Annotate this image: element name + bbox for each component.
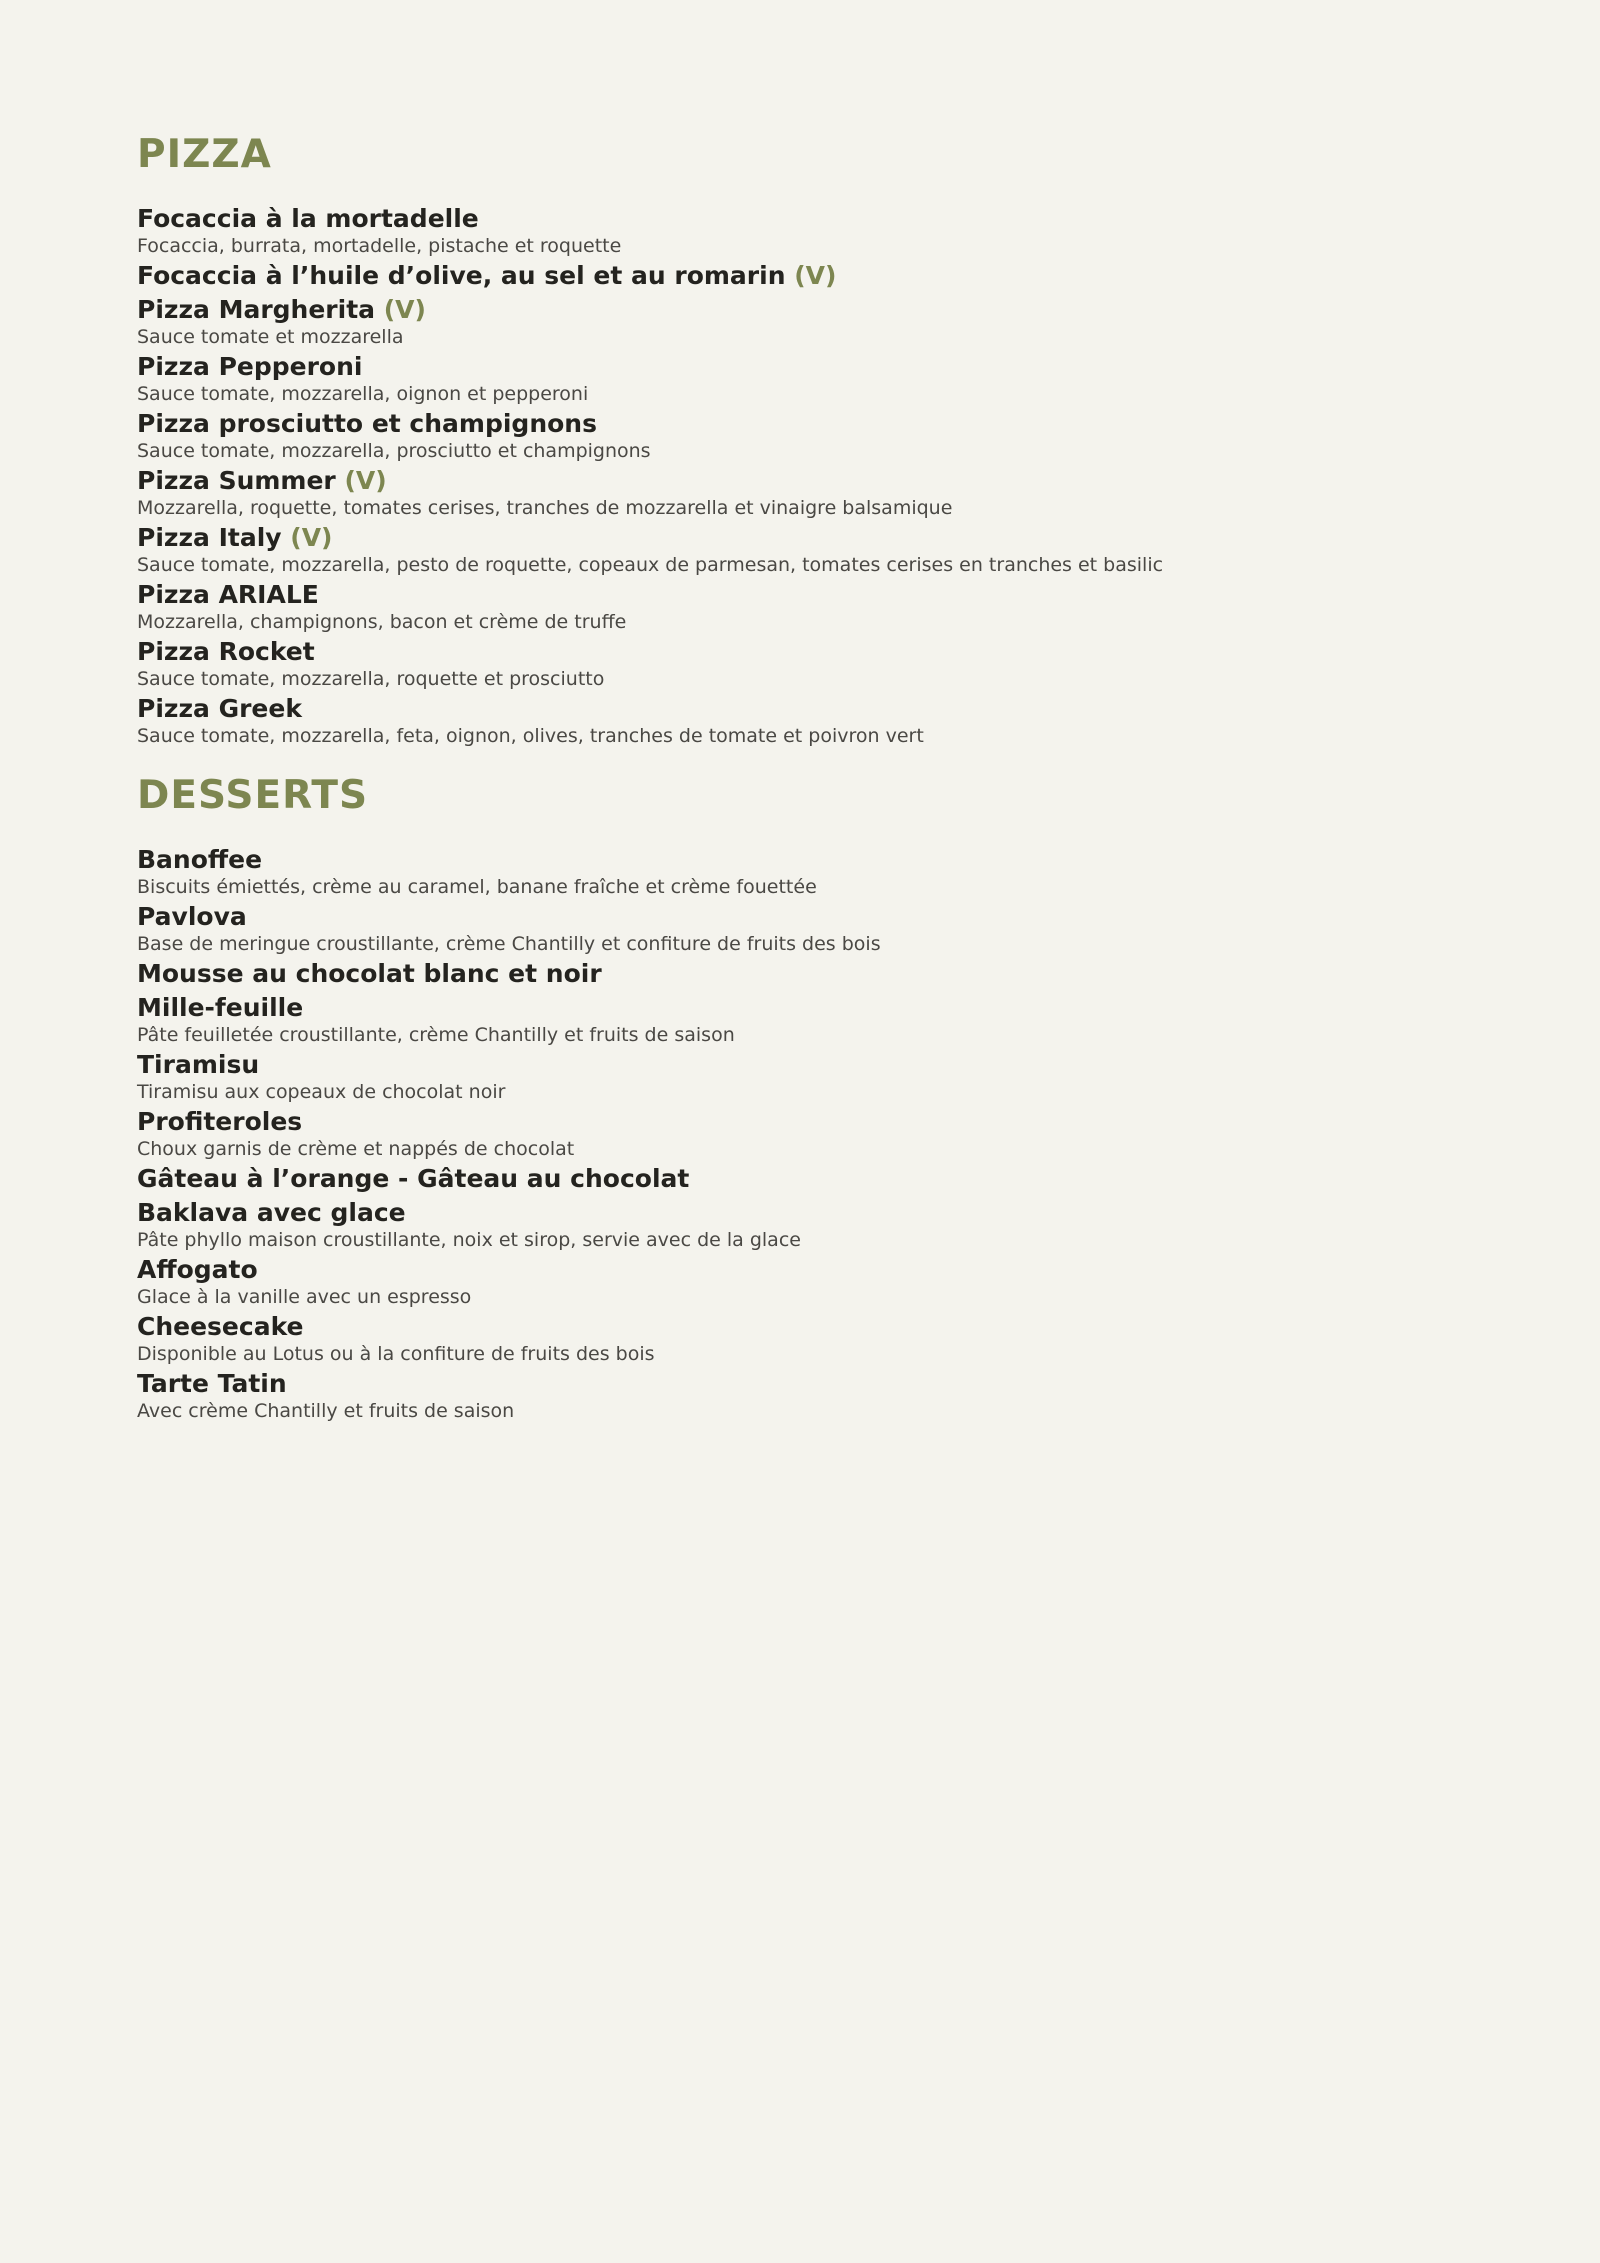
menu-item-description: Mozzarella, roquette, tomates cerises, tranches de mozzarella et vinaigre balsamique: [137, 497, 953, 519]
menu-item-heading: [137, 464, 1463, 498]
menu-item-name: Focaccia à la mortadelle: [137, 204, 479, 233]
menu-item-name: Cheesecake: [137, 1312, 304, 1341]
menu-item: [137, 843, 1463, 900]
menu-item-name: Pizza Italy: [137, 523, 282, 552]
menu-item-list: [137, 202, 1463, 749]
menu-item-description: Mozzarella, champignons, bacon et crème de truffe: [137, 611, 627, 633]
menu-item: [137, 259, 1463, 293]
menu-item-name: Pizza Pepperoni: [137, 352, 363, 381]
menu-item: [137, 293, 1463, 350]
menu-item: [137, 1253, 1463, 1310]
menu-item-description: Disponible au Lotus ou à la confiture de fruits des bois: [137, 1343, 655, 1365]
menu-item-heading: [137, 1048, 1463, 1082]
menu-item-description: Sauce tomate, mozzarella, roquette et prosciutto: [137, 668, 605, 690]
menu-item-description: Pâte feuilletée croustillante, crème Chantilly et fruits de saison: [137, 1024, 735, 1046]
menu-item-heading: [137, 692, 1463, 726]
menu-item-heading: [137, 202, 1463, 236]
menu-item: [137, 900, 1463, 957]
menu-item-name: Profiteroles: [137, 1107, 303, 1136]
menu-item: [137, 521, 1463, 578]
menu-item-description: Sauce tomate, mozzarella, oignon et pepperoni: [137, 383, 589, 405]
menu-item-name: Tarte Tatin: [137, 1369, 287, 1398]
menu-section-desserts: [137, 769, 1463, 1424]
menu-item-name: Banoffee: [137, 845, 263, 874]
menu-item: [137, 957, 1463, 991]
menu-item-name: Gâteau à l’orange - Gâteau au chocolat: [137, 1164, 690, 1193]
menu-item-list: [137, 843, 1463, 1424]
menu-item-heading: [137, 293, 1463, 327]
menu-item: [137, 407, 1463, 464]
menu-item-description: Sauce tomate, mozzarella, prosciutto et champignons: [137, 440, 651, 462]
menu-item-description: Choux garnis de crème et nappés de chocolat: [137, 1138, 575, 1160]
menu-item-description: Pâte phyllo maison croustillante, noix et sirop, servie avec de la glace: [137, 1229, 801, 1251]
menu-item-heading: [137, 991, 1463, 1025]
menu-item-description: Base de meringue croustillante, crème Chantilly et confiture de fruits des bois: [137, 933, 881, 955]
menu-item-name: Pizza Summer: [137, 466, 336, 495]
menu-item-description: Sauce tomate, mozzarella, pesto de roquette, copeaux de parmesan, tomates cerises en tranches et basilic: [137, 554, 1164, 576]
menu-item-name: Pavlova: [137, 902, 247, 931]
menu-item-heading: [137, 578, 1463, 612]
menu-item-heading: [137, 900, 1463, 934]
menu-item-heading: [137, 1162, 1463, 1196]
menu-item-heading: [137, 1253, 1463, 1287]
vegetarian-badge: (V): [383, 295, 426, 324]
menu-item-description: Tiramisu aux copeaux de chocolat noir: [137, 1081, 506, 1103]
menu-item-heading: [137, 843, 1463, 877]
vegetarian-badge: (V): [344, 466, 387, 495]
menu-item-description: Sauce tomate, mozzarella, feta, oignon, olives, tranches de tomate et poivron vert: [137, 725, 924, 747]
menu-item: [137, 1105, 1463, 1162]
menu-item-heading: [137, 1367, 1463, 1401]
menu-item-heading: [137, 1196, 1463, 1230]
menu-item-heading: [137, 350, 1463, 384]
menu: [137, 128, 1463, 1424]
menu-item-description: Glace à la vanille avec un espresso: [137, 1286, 472, 1308]
section-title: DESSERTS: [137, 773, 369, 818]
menu-item-description: Sauce tomate et mozzarella: [137, 326, 404, 348]
menu-item-heading: [137, 635, 1463, 669]
section-title: PIZZA: [137, 132, 272, 177]
menu-item-name: Tiramisu: [137, 1050, 260, 1079]
menu-item: [137, 1162, 1463, 1196]
menu-item-name: Affogato: [137, 1255, 258, 1284]
menu-item-name: Pizza prosciutto et champignons: [137, 409, 597, 438]
menu-item-heading: [137, 407, 1463, 441]
menu-item: [137, 1367, 1463, 1424]
menu-item: [137, 202, 1463, 259]
vegetarian-badge: (V): [794, 261, 837, 290]
menu-item: [137, 464, 1463, 521]
menu-item-name: Pizza Margherita: [137, 295, 376, 324]
menu-item-name: Pizza Rocket: [137, 637, 315, 666]
menu-item-heading: [137, 259, 1463, 293]
menu-item-description: Avec crème Chantilly et fruits de saison: [137, 1400, 515, 1422]
menu-item: [137, 635, 1463, 692]
menu-item-heading: [137, 1310, 1463, 1344]
menu-item: [137, 1310, 1463, 1367]
menu-item-description: Biscuits émiettés, crème au caramel, banane fraîche et crème fouettée: [137, 876, 817, 898]
menu-item-name: Baklava avec glace: [137, 1198, 406, 1227]
menu-section-pizza: [137, 128, 1463, 749]
menu-item-name: Mousse au chocolat blanc et noir: [137, 959, 602, 988]
menu-item: [137, 1196, 1463, 1253]
menu-item: [137, 578, 1463, 635]
menu-item: [137, 991, 1463, 1048]
menu-item: [137, 350, 1463, 407]
menu-item: [137, 1048, 1463, 1105]
menu-item: [137, 692, 1463, 749]
menu-item-heading: [137, 1105, 1463, 1139]
menu-item-name: Mille-feuille: [137, 993, 304, 1022]
menu-item-description: Focaccia, burrata, mortadelle, pistache et roquette: [137, 235, 622, 257]
menu-item-name: Focaccia à l’huile d’olive, au sel et au romarin: [137, 261, 786, 290]
menu-item-heading: [137, 521, 1463, 555]
menu-item-heading: [137, 957, 1463, 991]
menu-item-name: Pizza ARIALE: [137, 580, 319, 609]
menu-item-name: Pizza Greek: [137, 694, 302, 723]
vegetarian-badge: (V): [290, 523, 333, 552]
